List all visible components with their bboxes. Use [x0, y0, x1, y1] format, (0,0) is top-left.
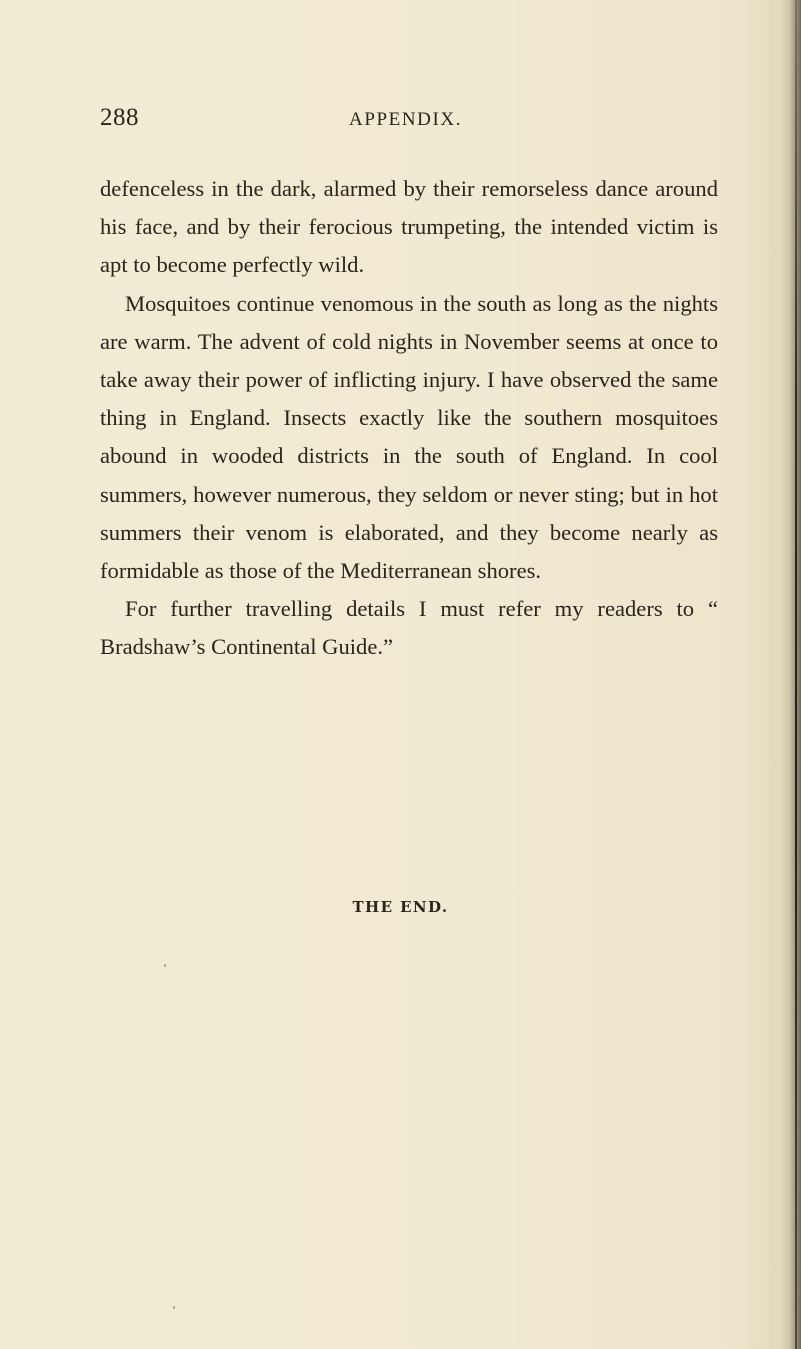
- paragraph-travelling-details: For further travelling details I must refer my readers to “ Bradshaw’s Continental Guide.”: [100, 596, 718, 660]
- paragraph-mosquitoes: Mosquitoes continue venomous in the south as long as the nights are warm. The advent of cold nights in November seems at once to take away their power of inflicting injury. I have observed the same thing in England. Insects exactly like the southern mosquitoes abound in wooded districts in the south of England. In cool summers, however numerous, they seldom or never sting; but in hot summers their venom is elaborated, and they become nearly as formidable as those of the Mediterranean shores.: [100, 290, 718, 584]
- body-text: [100, 170, 718, 667]
- page-edge-shadow: [781, 0, 801, 1349]
- the-end-mark: THE END.: [352, 898, 449, 916]
- running-head: [100, 104, 700, 144]
- running-title: APPENDIX.: [349, 109, 463, 130]
- paragraph-continuation: defenceless in the dark, alarmed by their remorseless dance around his face, and by their ferocious trumpeting, the intended victim is apt to become perfectly wild.: [100, 176, 718, 278]
- page-edge-line: [795, 0, 797, 1349]
- paper-speck: [164, 964, 166, 967]
- page-number: 288: [100, 104, 139, 131]
- paper-speck: [173, 1306, 175, 1309]
